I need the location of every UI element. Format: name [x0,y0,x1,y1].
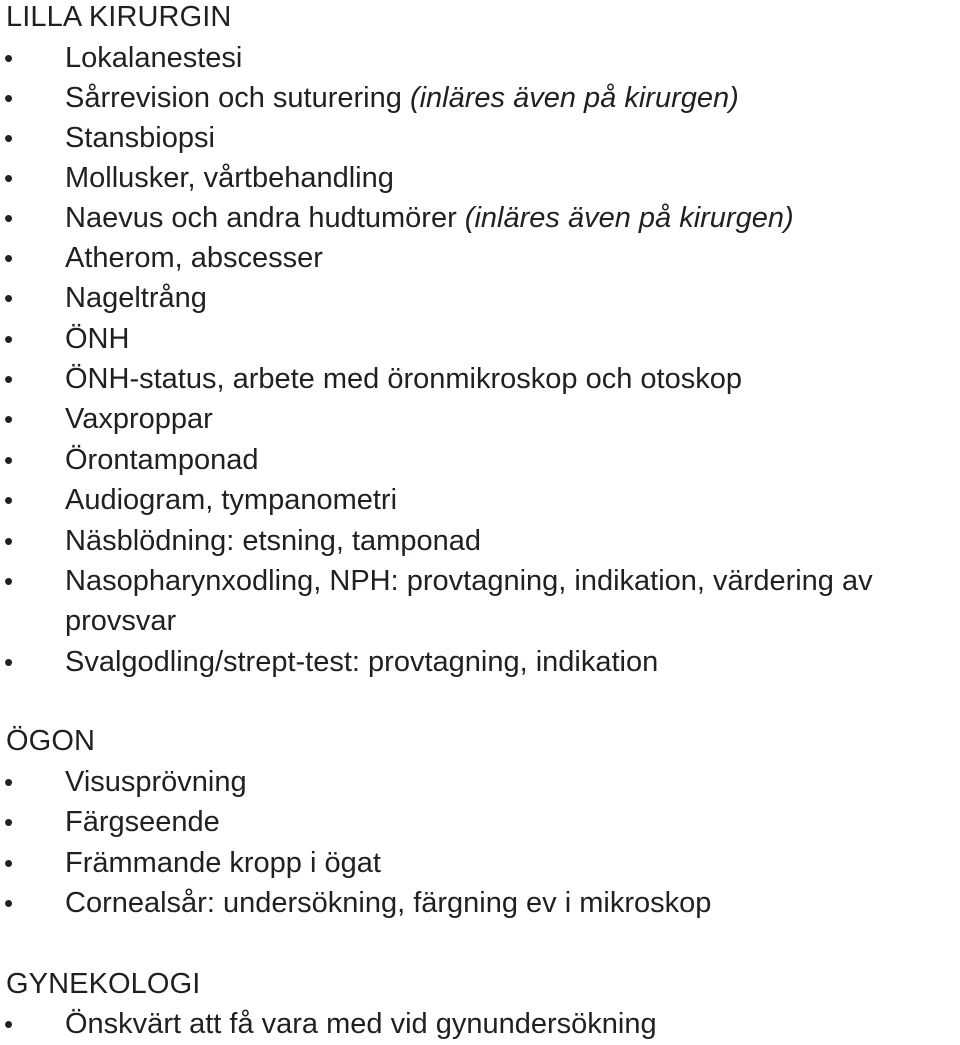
bullet-icon: • [4,364,14,394]
list-item-text: Naevus och andra hudtumörer [65,202,457,234]
list-item [65,198,794,238]
bullet-icon: • [4,647,14,677]
list-item-text: provsvar [65,605,177,637]
bullet-icon: • [4,566,14,596]
list-item [65,118,215,158]
bullet-icon: • [4,1009,14,1039]
list-item [65,883,711,923]
list-item [65,158,394,198]
bullet-icon: • [4,324,14,354]
list-item [65,238,323,278]
list-item-text: Visusprövning [65,766,247,798]
list-item-text: Önskvärt att få vara med vid gynundersökning [65,1008,657,1040]
bullet-icon: • [4,283,14,313]
bullet-icon: • [4,445,14,475]
bullet-icon: • [4,848,14,878]
bullet-icon: • [4,203,14,233]
list-item-text: Näsblödning: etsning, tamponad [65,525,481,557]
list-item-text: Sårrevision och suturering [65,82,402,114]
list-item [65,38,242,78]
list-item-text: Främmande kropp i ögat [65,847,381,879]
list-item [65,480,397,520]
list-item-text: Stansbiopsi [65,122,215,154]
list-item [65,762,247,802]
list-item-text: Örontamponad [65,444,259,476]
list-item [65,319,129,359]
list-item [65,802,220,842]
bullet-icon: • [4,163,14,193]
section-heading-lilla-kirurgin: LILLA KIRURGIN [6,1,232,33]
section-heading-gynekologi: GYNEKOLOGI [6,968,201,1000]
list-item [65,278,207,318]
list-item [65,399,213,439]
list-item [65,561,873,601]
list-item-text: Svalgodling/strept-test: provtagning, indikation [65,646,659,678]
bullet-icon: • [4,888,14,918]
bullet-icon: • [4,526,14,556]
list-item-text: ÖNH-status, arbete med öronmikroskop och otoskop [65,363,742,395]
list-item [65,359,742,399]
list-item [65,642,658,682]
list-item-text: Vaxproppar [65,403,213,435]
list-item-note: (inläres även på kirurgen) [464,202,794,234]
bullet-icon: • [4,807,14,837]
list-item [65,78,739,118]
list-item-text: Färgseende [65,806,220,838]
bullet-icon: • [4,243,14,273]
bullet-icon: • [4,43,14,73]
list-item-text: ÖNH [65,323,130,355]
list-item-text: Atherom, abscesser [65,242,323,274]
list-item-note: (inläres även på kirurgen) [409,82,739,114]
list-item-text: Nasopharynxodling, NPH: provtagning, indikation, värdering av [65,565,873,597]
list-item-text: Lokalanestesi [65,42,243,74]
list-item-continuation [65,601,176,641]
list-item-text: Audiogram, tympanometri [65,484,398,516]
bullet-icon: • [4,767,14,797]
list-item [65,1004,657,1044]
list-item [65,440,258,480]
list-item [65,521,481,561]
list-item-text: Nageltrång [65,282,207,314]
section-heading-ogon: ÖGON [6,725,96,757]
bullet-icon: • [4,485,14,515]
bullet-icon: • [4,404,14,434]
list-item [65,843,381,883]
list-item-text: Mollusker, vårtbehandling [65,162,394,194]
bullet-icon: • [4,123,14,153]
bullet-icon: • [4,83,14,113]
list-item-text: Cornealsår: undersökning, färgning ev i mikroskop [65,887,712,919]
